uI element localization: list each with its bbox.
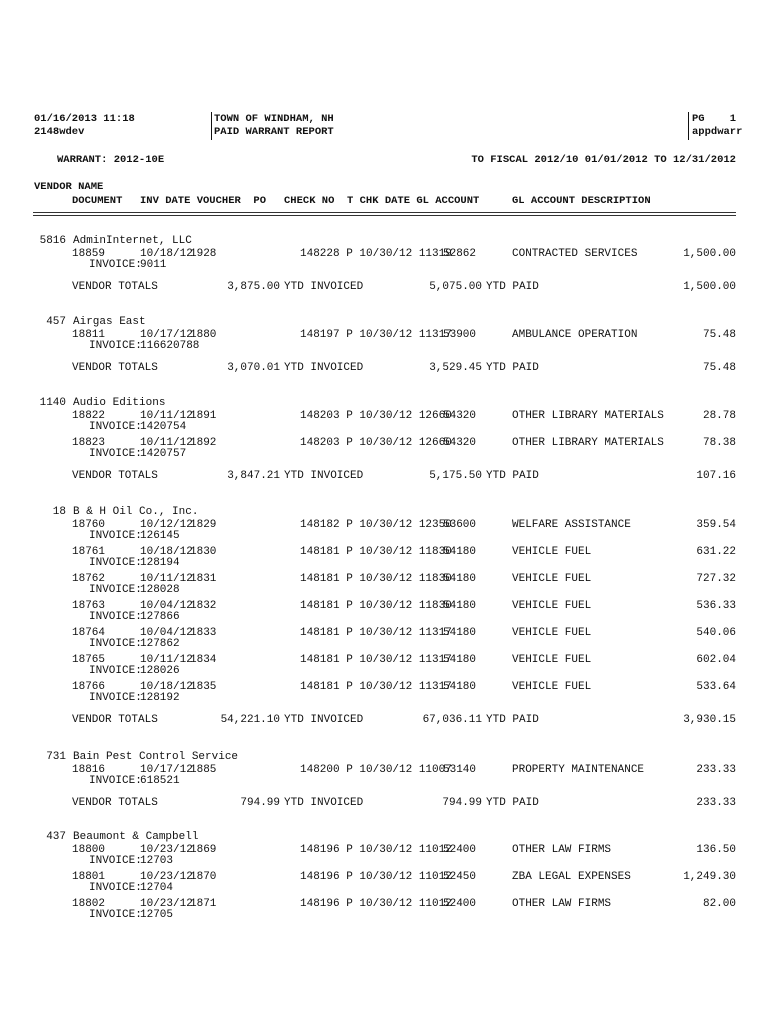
gl-account: 54320 [443, 437, 477, 449]
col-vendor-name: VENDOR NAME [34, 181, 104, 193]
line-amount: 533.64 [696, 681, 736, 693]
gl-description: VEHICLE FUEL [512, 681, 592, 693]
check-info: 148181 P 10/30/12 11317 [300, 654, 452, 666]
invoice-label: INVOICE: [89, 692, 142, 704]
invoice-date: 10/23/12 [140, 898, 193, 910]
gl-account: 52400 [443, 844, 477, 856]
ytd-paid-amount: 794.99 [442, 797, 482, 809]
ytd-invoiced-label: YTD INVOICED [284, 470, 364, 482]
gl-description: PROPERTY MAINTENANCE [512, 764, 645, 776]
vendor-title: Audio Editions [73, 397, 166, 409]
vendor-total-amount: 75.48 [702, 362, 736, 374]
vendor-title: B & H Oil Co., Inc. [73, 506, 199, 518]
check-info: 148181 P 10/30/12 11830 [300, 600, 452, 612]
document-number: 18811 [72, 329, 106, 341]
document-number: 18801 [72, 871, 106, 883]
invoice-label: INVOICE: [89, 584, 142, 596]
invoice-number: 618521 [140, 775, 180, 787]
check-info: 148181 P 10/30/12 11317 [300, 681, 452, 693]
check-info: 148181 P 10/30/12 11830 [300, 573, 452, 585]
vendor-title: Bain Pest Control Service [73, 751, 239, 763]
document-number: 18859 [72, 248, 106, 260]
invoice-label: INVOICE: [89, 611, 142, 623]
gl-account: 54180 [443, 627, 477, 639]
invoice-number: 128028 [140, 584, 180, 596]
vendor-total-amount: 3,930.15 [683, 714, 736, 726]
ytd-invoiced-label: YTD INVOICED [284, 714, 364, 726]
vendor-number: 731 [46, 751, 66, 763]
invoice-number: 126145 [140, 530, 180, 542]
voucher-number: 1891 [190, 410, 217, 422]
voucher-number: 1830 [190, 546, 217, 558]
gl-account: 54320 [443, 410, 477, 422]
check-info: 148196 P 10/30/12 11012 [300, 871, 452, 883]
invoice-number: 12703 [140, 855, 174, 867]
check-info: 148196 P 10/30/12 11012 [300, 898, 452, 910]
check-info: 148181 P 10/30/12 11317 [300, 627, 452, 639]
line-amount: 1,249.30 [683, 871, 736, 883]
invoice-date: 10/11/12 [140, 437, 193, 449]
gl-description: VEHICLE FUEL [512, 654, 592, 666]
invoice-number: 1420754 [140, 421, 187, 433]
gl-description: VEHICLE FUEL [512, 573, 592, 585]
line-amount: 233.33 [696, 764, 736, 776]
line-amount: 536.33 [696, 600, 736, 612]
invoice-label: INVOICE: [89, 557, 142, 569]
check-info: 148182 P 10/30/12 12350 [300, 519, 452, 531]
invoice-date: 10/18/12 [140, 248, 193, 260]
invoice-label: INVOICE: [89, 665, 142, 677]
document-number: 18802 [72, 898, 106, 910]
vendor-number: 1140 [39, 397, 66, 409]
document-number: 18761 [72, 546, 106, 558]
gl-account: 53600 [443, 519, 477, 531]
vendor-totals-label: VENDOR TOTALS [72, 470, 158, 482]
voucher-number: 1880 [190, 329, 217, 341]
line-amount: 28.78 [702, 410, 736, 422]
gl-description: OTHER LAW FIRMS [512, 844, 612, 856]
document-number: 18822 [72, 410, 106, 422]
invoice-number: 128194 [140, 557, 180, 569]
invoice-date: 10/12/12 [140, 519, 193, 531]
gl-description: OTHER LAW FIRMS [512, 898, 612, 910]
invoice-date: 10/04/12 [140, 600, 193, 612]
header-rule [33, 212, 736, 216]
ytd-paid-amount: 3,529.45 [429, 362, 482, 374]
invoice-number: 128192 [140, 692, 180, 704]
document-number: 18766 [72, 681, 106, 693]
ytd-paid-label: YTD PAID [486, 714, 539, 726]
vendor-title: AdminInternet, LLC [73, 235, 192, 247]
check-info: 148228 P 10/30/12 11319 [300, 248, 452, 260]
ytd-paid-label: YTD PAID [486, 470, 539, 482]
voucher-number: 1870 [190, 871, 217, 883]
voucher-number: 1832 [190, 600, 217, 612]
gl-description: ZBA LEGAL EXPENSES [512, 871, 631, 883]
gl-account: 52450 [443, 871, 477, 883]
ytd-paid-label: YTD PAID [486, 281, 539, 293]
col-document: DOCUMENT [72, 195, 123, 207]
gl-account: 54180 [443, 600, 477, 612]
vendor-title: Airgas East [73, 316, 146, 328]
header-divider-right [688, 112, 689, 140]
document-number: 18760 [72, 519, 106, 531]
ytd-invoiced-label: YTD INVOICED [284, 281, 364, 293]
voucher-number: 1834 [190, 654, 217, 666]
ytd-paid-label: YTD PAID [486, 362, 539, 374]
gl-description: VEHICLE FUEL [512, 627, 592, 639]
voucher-number: 1885 [190, 764, 217, 776]
gl-account: 53900 [443, 329, 477, 341]
invoice-date: 10/11/12 [140, 410, 193, 422]
invoice-label: INVOICE: [89, 530, 142, 542]
document-number: 18816 [72, 764, 106, 776]
invoice-number: 116620788 [140, 340, 200, 352]
line-amount: 359.54 [696, 519, 736, 531]
invoice-date: 10/18/12 [140, 681, 193, 693]
col-check: CHECK NO T CHK DATE GL ACCOUNT [284, 195, 480, 207]
document-number: 18762 [72, 573, 106, 585]
ytd-invoiced-amount: 3,875.00 [227, 281, 280, 293]
vendor-total-amount: 1,500.00 [683, 281, 736, 293]
fiscal-range: TO FISCAL 2012/10 01/01/2012 TO 12/31/2012 [471, 154, 736, 166]
invoice-date: 10/17/12 [140, 764, 193, 776]
document-number: 18765 [72, 654, 106, 666]
gl-account: 52400 [443, 898, 477, 910]
voucher-number: 1892 [190, 437, 217, 449]
ytd-paid-amount: 67,036.11 [422, 714, 482, 726]
voucher-number: 1869 [190, 844, 217, 856]
invoice-label: INVOICE: [89, 638, 142, 650]
gl-description: VEHICLE FUEL [512, 600, 592, 612]
document-number: 18764 [72, 627, 106, 639]
line-amount: 540.06 [696, 627, 736, 639]
invoice-number: 9011 [140, 259, 167, 271]
invoice-label: INVOICE: [89, 882, 142, 894]
invoice-number: 1420757 [140, 448, 187, 460]
voucher-number: 1829 [190, 519, 217, 531]
gl-description: CONTRACTED SERVICES [512, 248, 638, 260]
voucher-number: 1835 [190, 681, 217, 693]
ytd-invoiced-label: YTD INVOICED [284, 797, 364, 809]
gl-account: 52862 [443, 248, 477, 260]
line-amount: 82.00 [702, 898, 736, 910]
warrant-id: WARRANT: 2012-10E [57, 154, 165, 166]
invoice-number: 127862 [140, 638, 180, 650]
vendor-total-amount: 233.33 [696, 797, 736, 809]
program-id: appdwarr [692, 126, 743, 138]
invoice-date: 10/11/12 [140, 654, 193, 666]
gl-account: 54180 [443, 546, 477, 558]
line-amount: 602.04 [696, 654, 736, 666]
invoice-label: INVOICE: [89, 855, 142, 867]
page-label: PG [692, 113, 705, 125]
gl-description: VEHICLE FUEL [512, 546, 592, 558]
line-amount: 631.22 [696, 546, 736, 558]
ytd-invoiced-amount: 54,221.10 [220, 714, 280, 726]
invoice-label: INVOICE: [89, 340, 142, 352]
line-amount: 75.48 [702, 329, 736, 341]
check-info: 148196 P 10/30/12 11012 [300, 844, 452, 856]
header-divider-left [211, 112, 212, 140]
vendor-totals-label: VENDOR TOTALS [72, 714, 158, 726]
vendor-number: 18 [52, 506, 66, 518]
invoice-date: 10/23/12 [140, 844, 193, 856]
document-number: 18823 [72, 437, 106, 449]
vendor-title: Beaumont & Campbell [73, 831, 199, 843]
invoice-date: 10/04/12 [140, 627, 193, 639]
invoice-number: 12704 [140, 882, 174, 894]
gl-description: AMBULANCE OPERATION [512, 329, 638, 341]
line-amount: 78.38 [702, 437, 736, 449]
line-amount: 727.32 [696, 573, 736, 585]
report-title: PAID WARRANT REPORT [214, 126, 334, 138]
gl-account: 54180 [443, 573, 477, 585]
invoice-label: INVOICE: [89, 421, 142, 433]
check-info: 148197 P 10/30/12 11317 [300, 329, 452, 341]
col-inv-date-voucher-po: INV DATE VOUCHER PO [140, 195, 267, 207]
invoice-number: 128026 [140, 665, 180, 677]
vendor-totals-label: VENDOR TOTALS [72, 281, 158, 293]
check-info: 148203 P 10/30/12 12660 [300, 437, 452, 449]
invoice-label: INVOICE: [89, 448, 142, 460]
document-number: 18763 [72, 600, 106, 612]
voucher-number: 1871 [190, 898, 217, 910]
invoice-date: 10/18/12 [140, 546, 193, 558]
invoice-label: INVOICE: [89, 775, 142, 787]
gl-account: 53140 [443, 764, 477, 776]
ytd-paid-amount: 5,175.50 [429, 470, 482, 482]
check-info: 148200 P 10/30/12 11007 [300, 764, 452, 776]
ytd-invoiced-amount: 3,070.01 [227, 362, 280, 374]
ytd-invoiced-amount: 3,847.21 [227, 470, 280, 482]
ytd-invoiced-amount: 794.99 [240, 797, 280, 809]
gl-account: 54180 [443, 681, 477, 693]
invoice-number: 12705 [140, 909, 174, 921]
invoice-number: 127866 [140, 611, 180, 623]
vendor-totals-label: VENDOR TOTALS [72, 797, 158, 809]
ytd-paid-amount: 5,075.00 [429, 281, 482, 293]
gl-description: OTHER LIBRARY MATERIALS [512, 410, 664, 422]
vendor-total-amount: 107.16 [696, 470, 736, 482]
voucher-number: 1833 [190, 627, 217, 639]
voucher-number: 1831 [190, 573, 217, 585]
line-amount: 1,500.00 [683, 248, 736, 260]
vendor-totals-label: VENDOR TOTALS [72, 362, 158, 374]
vendor-number: 437 [46, 831, 66, 843]
line-amount: 136.50 [696, 844, 736, 856]
gl-description: WELFARE ASSISTANCE [512, 519, 631, 531]
vendor-number: 5816 [39, 235, 66, 247]
vendor-number: 457 [46, 316, 66, 328]
invoice-date: 10/11/12 [140, 573, 193, 585]
col-gl-description: GL ACCOUNT DESCRIPTION [512, 195, 651, 207]
ytd-paid-label: YTD PAID [486, 797, 539, 809]
voucher-number: 1928 [190, 248, 217, 260]
page-number: 1 [729, 113, 736, 125]
check-info: 148181 P 10/30/12 11830 [300, 546, 452, 558]
gl-account: 54180 [443, 654, 477, 666]
gl-description: OTHER LIBRARY MATERIALS [512, 437, 664, 449]
ytd-invoiced-label: YTD INVOICED [284, 362, 364, 374]
invoice-label: INVOICE: [89, 259, 142, 271]
document-number: 18800 [72, 844, 106, 856]
invoice-label: INVOICE: [89, 909, 142, 921]
invoice-date: 10/23/12 [140, 871, 193, 883]
report-user: 2148wdev [34, 126, 85, 138]
report-datetime: 01/16/2013 11:18 [34, 113, 135, 125]
check-info: 148203 P 10/30/12 12660 [300, 410, 452, 422]
invoice-date: 10/17/12 [140, 329, 193, 341]
org-name: TOWN OF WINDHAM, NH [214, 113, 334, 125]
